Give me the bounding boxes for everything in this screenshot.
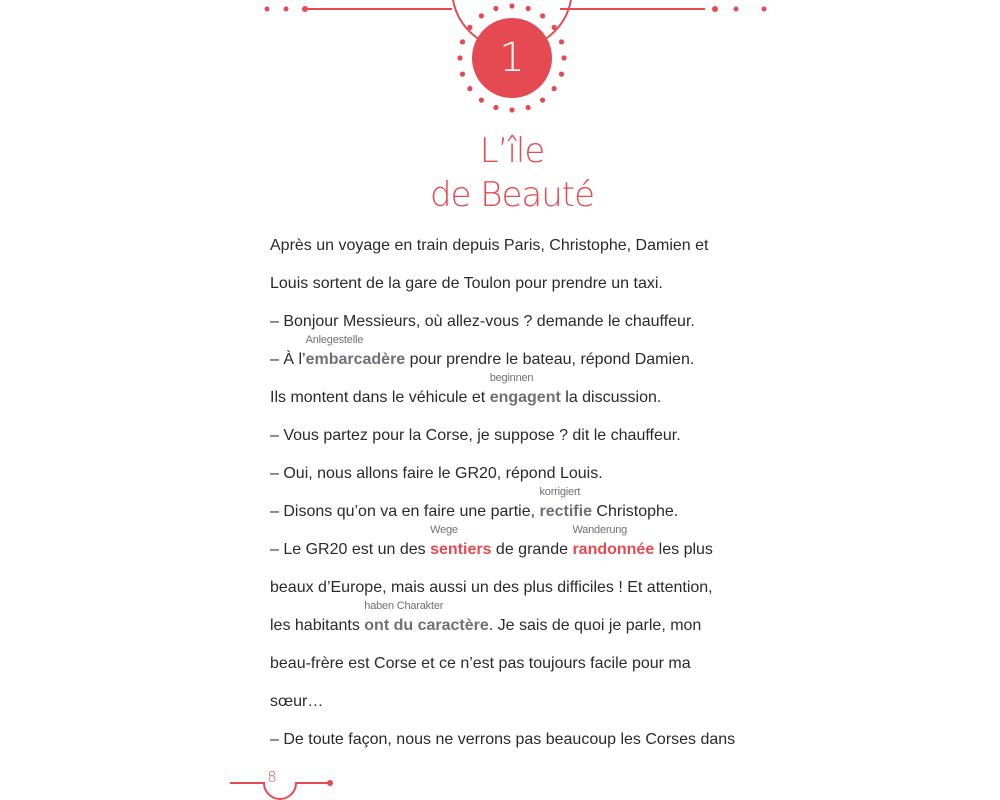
vocab-gloss: Wanderung [572,524,628,536]
text-line: – Vous partez pour la Corse, je suppose ? dit le chauffeur. [270,427,681,444]
chapter-number: 1 [499,35,525,81]
ornament-dot [734,7,739,12]
text-line: – Le GR20 est un des Wege sentiers de grande Wanderung randonnée les plus [270,524,713,558]
page-number: 8 [267,768,277,786]
ornament-dot [526,6,531,11]
vocab-gloss: haben Charakter [364,600,444,612]
text-line: beau-frère est Corse et ce n’est pas toujours facile pour ma [270,655,691,672]
ornament-dot [509,3,514,8]
text-line: beaux d’Europe, mais aussi un des plus difficiles ! Et attention, [270,579,713,596]
vocab-word: Wege sentiers [430,524,492,558]
ornament-dot [540,98,545,103]
footer-ornament-line [230,783,330,799]
ornament-dot [284,7,289,12]
vocab-word: Wanderung randonnée [572,524,655,558]
text-line: – À l’ Anlegestelle embarcadère pour prendre le bateau, répond Damien. [270,334,695,368]
vocab-word: haben Charakter ont du caractère [364,600,489,634]
ornament-dot [552,86,557,91]
ornament-dot [457,55,462,60]
ornament-dot [509,107,514,112]
text-line: Ils montent dans le véhicule et beginnen engagent la discussion. [270,372,662,406]
ornament-dot [460,72,465,77]
ornament-dot [265,7,270,12]
vocab-word: korrigiert rectifie [539,486,592,520]
ornament-dot [479,98,484,103]
vocab-gloss: Wege [430,524,458,536]
vocab-word: beginnen engagent [489,372,561,406]
vocab-gloss: korrigiert [539,486,581,498]
ornament-dot [526,105,531,110]
ornament-dot [559,39,564,44]
text-line: Après un voyage en train depuis Paris, Christophe, Damien et [270,237,709,254]
text-line: les habitants haben Charakter ont du caractère. Je sais de quoi je parle, mon [270,600,702,634]
chapter-title-line2: de Beauté [429,175,595,215]
ornament-dot [559,72,564,77]
text-line: – Oui, nous allons faire le GR20, répond Louis. [270,465,603,482]
ornament-dot [327,780,333,786]
ornament-dot [460,39,465,44]
ornament-dot [493,6,498,11]
text-line: sœur… [270,693,324,710]
vocab-gloss: beginnen [489,372,534,384]
text-line: – Bonjour Messieurs, où allez-vous ? demande le chauffeur. [270,313,695,330]
ornament-dot [762,7,767,12]
chapter-title-line1: L’île [479,131,545,171]
ornament-dot [712,6,718,12]
vocab-word: Anlegestelle embarcadère [305,334,406,368]
text-line: – De toute façon, nous ne verrons pas beaucoup les Corses dans [270,731,736,748]
ornament-dot [561,55,566,60]
text-line: Louis sortent de la gare de Toulon pour prendre un taxi. [270,275,663,292]
ornament-dot [552,25,557,30]
ornament-dot [302,6,308,12]
vocab-gloss: Anlegestelle [305,334,364,346]
text-line: – Disons qu’on va en faire une partie, korrigiert rectifie Christophe. [270,486,679,520]
ornament-dot [493,105,498,110]
